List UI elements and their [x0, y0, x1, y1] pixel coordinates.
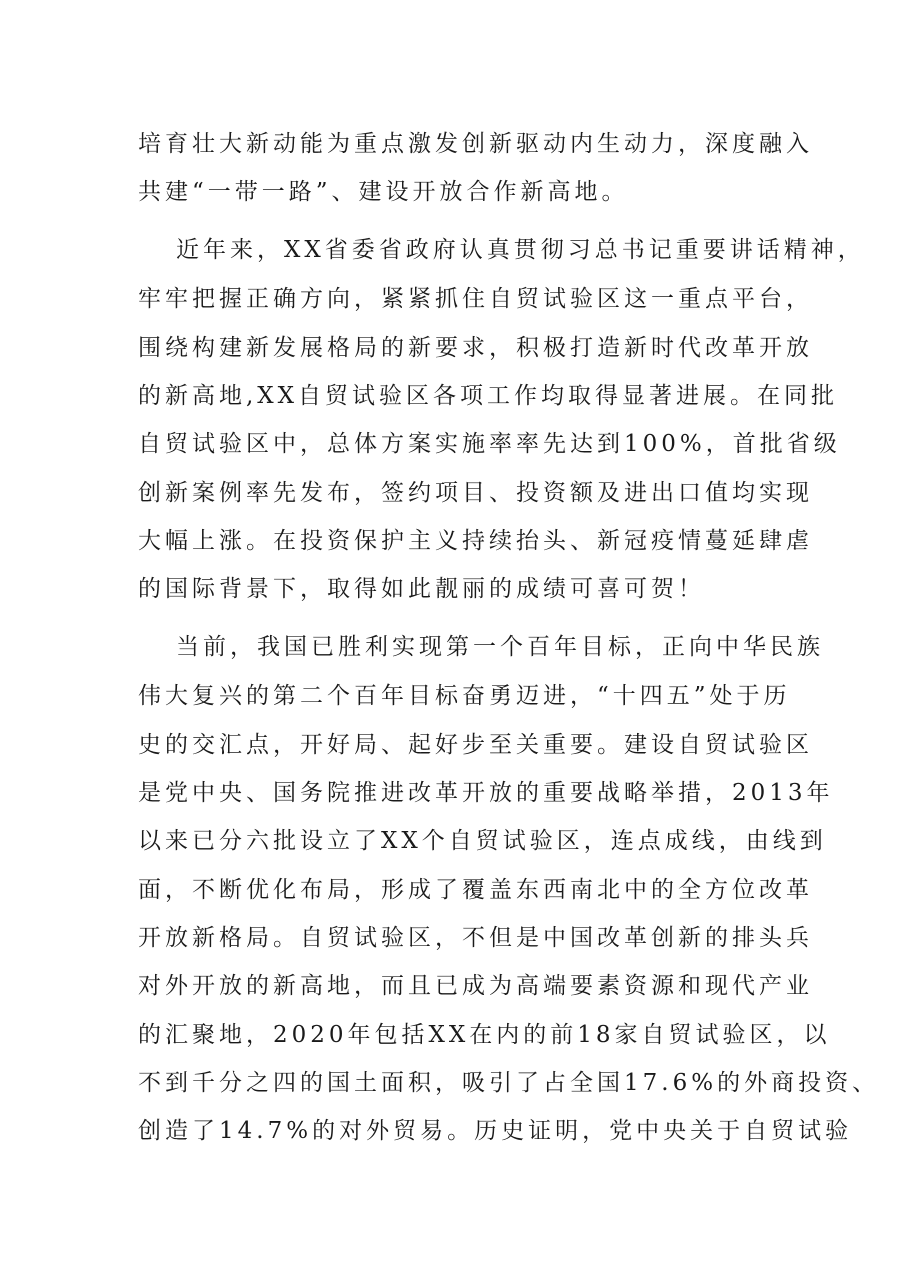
text-line: 创造了14.7%的对外贸易。历史证明，党中央关于自贸试验: [138, 1118, 853, 1144]
text-line: 不到千分之四的国土面积，吸引了占全国17.6%的外商投资、: [138, 1070, 880, 1096]
text-line: 以来已分六批设立了XX个自贸试验区，连点成线，由线到: [138, 828, 827, 854]
text-line: 伟大复兴的第二个百年目标奋勇迈进，“十四五”处于历: [138, 683, 791, 709]
paragraph-start-line: 近年来，XX省委省政府认真贯彻习总书记重要讲话精神，: [176, 237, 865, 263]
text-line: 围绕构建新发展格局的新要求，积极打造新时代改革开放: [138, 335, 813, 361]
text-line: 自贸试验区中，总体方案实施率率先达到100%，首批省级: [138, 431, 841, 457]
text-line: 对外开放的新高地，而且已成为高端要素资源和现代产业: [138, 973, 813, 999]
text-line: 的新高地,XX自贸试验区各项工作均取得显著进展。在同批: [138, 383, 839, 409]
text-line: 的汇聚地，2020年包括XX在内的前18家自贸试验区，以: [138, 1022, 831, 1048]
text-line: 开放新格局。自贸试验区，不但是中国改革创新的排头兵: [138, 925, 813, 951]
text-line: 创新案例率先发布，签约项目、投资额及进出口值均实现: [138, 480, 813, 506]
text-line: 培育壮大新动能为重点激发创新驱动内生动力，深度融入: [138, 131, 813, 157]
text-line: 共建“一带一路”、建设开放合作新高地。: [138, 179, 629, 205]
text-line: 大幅上涨。在投资保护主义持续抬头、新冠疫情蔓延肆虐: [138, 528, 813, 554]
text-line: 面，不断优化布局，形成了覆盖东西南北中的全方位改革: [138, 877, 813, 903]
text-line: 是党中央、国务院推进改革开放的重要战略举措，2013年: [138, 780, 834, 806]
text-line: 的国际背景下，取得如此靓丽的成绩可喜可贺！: [138, 576, 705, 602]
paragraph-start-line: 当前，我国已胜利实现第一个百年目标，正向中华民族: [176, 634, 824, 660]
text-line: 牢牢把握正确方向，紧紧抓住自贸试验区这一重点平台，: [138, 286, 813, 312]
text-line: 史的交汇点，开好局、起好步至关重要。建设自贸试验区: [138, 732, 813, 758]
